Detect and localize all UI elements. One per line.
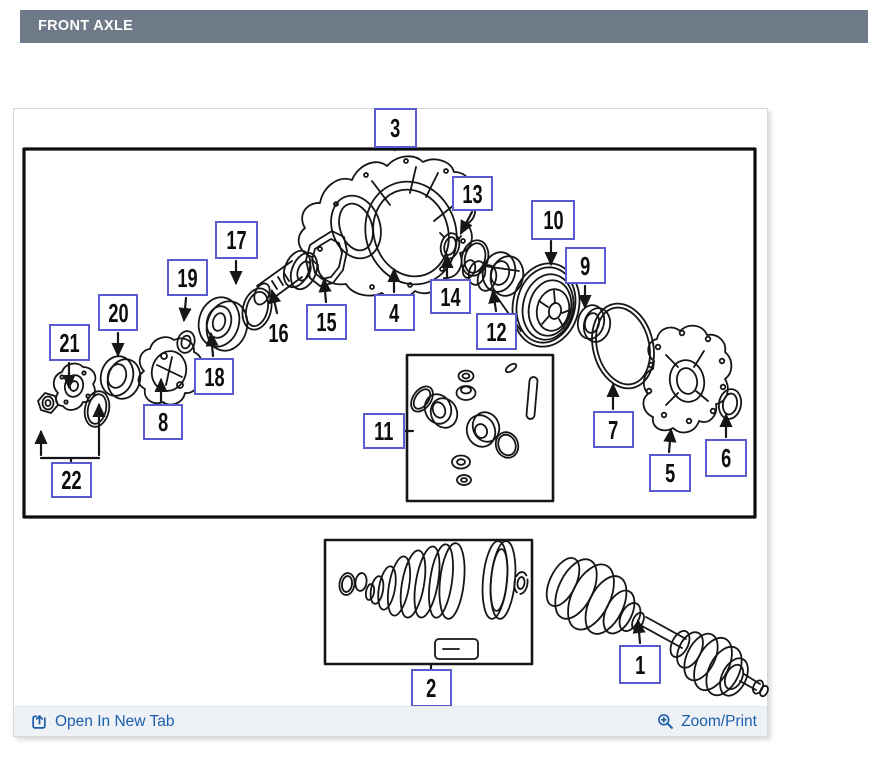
part-pinion-shaft	[251, 247, 322, 307]
callout-3-label: 3	[390, 113, 401, 143]
callout-6-label: 6	[720, 443, 732, 473]
part-pinion-seal	[438, 231, 462, 261]
part-carrier-cover	[643, 326, 731, 433]
callout-22-label: 22	[61, 465, 82, 495]
callout-8[interactable]	[143, 404, 183, 440]
callout-19-label: 19	[177, 262, 198, 293]
callout-20-label: 20	[107, 297, 129, 328]
callout-17-label: 17	[226, 225, 247, 255]
callout-10-label: 10	[542, 205, 564, 235]
callout-7-label: 7	[608, 414, 619, 445]
part-bearing-cup	[96, 353, 144, 403]
callout-2-label: 2	[426, 673, 437, 703]
callout-4[interactable]	[374, 294, 415, 331]
callout-12-label: 12	[486, 316, 507, 347]
callout-14-label: 14	[440, 281, 461, 312]
part-cover-o-ring	[583, 297, 662, 395]
callout-10[interactable]	[531, 200, 575, 240]
callout-15-label: 15	[316, 307, 337, 337]
callout-18[interactable]	[194, 358, 234, 395]
zoom-icon	[657, 713, 674, 730]
page-title: FRONT AXLE	[38, 18, 134, 34]
callout-7[interactable]	[593, 411, 634, 448]
callout-8-label: 8	[157, 407, 169, 437]
callout-21[interactable]	[49, 324, 90, 361]
open-in-new-tab-link[interactable]	[31, 713, 174, 731]
diagram-footer-bar	[14, 706, 767, 736]
zoom-print-label: Zoom/Print	[681, 712, 757, 730]
callout-21-label: 21	[59, 327, 80, 358]
callout-16[interactable]	[260, 314, 296, 352]
callout-4-label: 4	[389, 297, 400, 328]
callout-13-label: 13	[462, 178, 483, 209]
callout-5[interactable]	[649, 454, 691, 492]
open-in-new-tab-label: Open In New Tab	[55, 712, 175, 730]
callout-2[interactable]	[411, 669, 452, 707]
callout-13[interactable]	[452, 176, 493, 211]
callout-12[interactable]	[476, 313, 517, 350]
callout-15[interactable]	[306, 304, 347, 340]
open-in-new-tab-icon	[31, 713, 48, 730]
callout-1[interactable]	[619, 645, 661, 684]
callout-9[interactable]	[565, 247, 606, 284]
part-cv-boot-kit	[325, 540, 532, 664]
callout-3[interactable]	[374, 108, 417, 148]
part-flange-nut	[38, 393, 58, 413]
callout-14[interactable]	[430, 279, 471, 314]
diagram-panel	[13, 108, 768, 737]
part-differential-housing	[299, 156, 475, 298]
exploded-parts-drawing	[14, 109, 769, 708]
callout-11[interactable]	[363, 413, 405, 449]
part-internal-kit	[407, 355, 553, 501]
section-header	[20, 10, 868, 43]
callout-16-label: 16	[267, 318, 289, 348]
callout-6[interactable]	[705, 439, 747, 477]
callout-18-label: 18	[203, 361, 225, 392]
callout-17[interactable]	[215, 221, 258, 259]
callout-5-label: 5	[664, 458, 676, 488]
callout-22[interactable]	[51, 462, 92, 498]
callout-19[interactable]	[167, 259, 208, 296]
callout-1-label: 1	[634, 649, 646, 680]
part-cover-seal	[717, 387, 744, 420]
zoom-print-link[interactable]	[657, 713, 757, 731]
callout-9-label: 9	[580, 250, 591, 281]
callout-20[interactable]	[98, 294, 138, 331]
callout-11-label: 11	[374, 416, 394, 446]
